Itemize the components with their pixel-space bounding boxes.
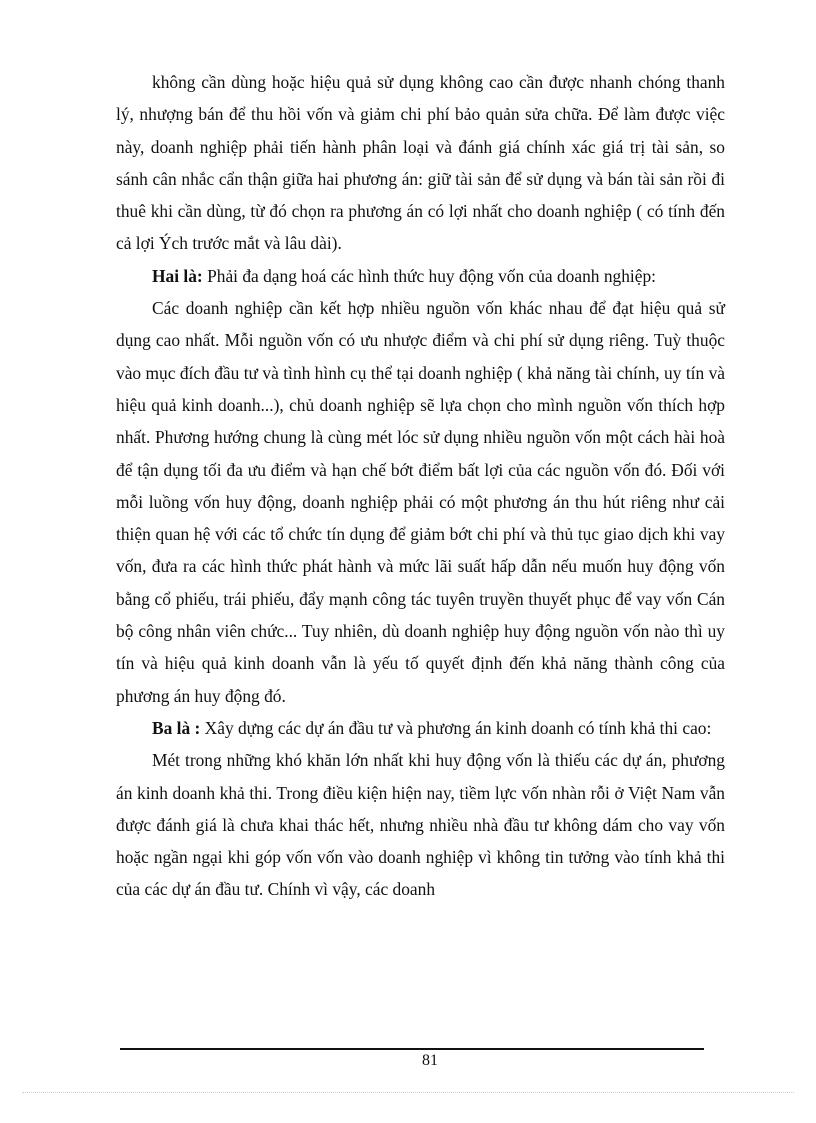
document-body <box>116 66 725 906</box>
paragraph-section-two <box>116 260 725 292</box>
paragraph-text: Các doanh nghiệp cần kết hợp nhiều nguồn vốn khác nhau để đạt hiệu quả sử dụng cao nhất. Mỗi nguồn vốn có ưu nhược điểm và chi phí sử dụng riêng. Tuỳ thuộc vào mục đích đầu tư và tình hình cụ thể tại doanh nghiệp ( khả năng tài chính, uy tín và hiệu quả kinh doanh...), chủ doanh nghiệp sẽ lựa chọn cho mình nguồn vốn thích hợp nhất. Phương hướng chung là cùng mét lóc sử dụng nhiều nguồn vốn một cách hài hoà để tận dụng tối đa ưu điểm và hạn chế bớt điểm bất lợi của các nguồn vốn đó. Đối với mỗi luồng vốn huy động, doanh nghiệp phải có một phương án thu hút riêng như cải thiện quan hệ với các tổ chức tín dụng để giảm bớt chi phí và thủ tục giao dịch khi vay vốn, đưa ra các hình thức phát hành và mức lãi suất hấp dẫn nếu muốn huy động vốn bằng cổ phiếu, trái phiếu, đẩy mạnh công tác tuyên truyền thuyết phục để vay vốn Cán bộ công nhân viên chức... Tuy nhiên, dù doanh nghiệp huy động nguồn vốn nào thì uy tín và hiệu quả kinh doanh vẫn là yếu tố quyết định đến khả năng thành công của phương án huy động đó. <box>116 298 725 706</box>
paragraph-text: Phải đa dạng hoá các hình thức huy động vốn của doanh nghiệp: <box>202 265 656 286</box>
page-number: 81 <box>422 1052 438 1069</box>
paragraph-capital-sources <box>116 292 725 712</box>
paragraph-text: không cần dùng hoặc hiệu quả sử dụng không cao cần được nhanh chóng thanh lý, nhượng bán để thu hồi vốn và giảm chi phí bảo quản sửa chữa. Để làm được việc này, doanh nghiệp phải tiến hành phân loại và đánh giá chính xác giá trị tài sản, so sánh cân nhắc cẩn thận giữa hai phương án: giữ tài sản để sử dụng và bán tài sản rồi đi thuê khi cần dùng, từ đó chọn ra phương án có lợi nhất cho doanh nghiệp ( có tính đến cả lợi Ých trước mắt và lâu dài). <box>116 72 725 254</box>
paragraph-text: Xây dựng các dự án đầu tư và phương án kinh doanh có tính khả thi cao: <box>200 717 712 738</box>
footer-divider <box>120 1048 704 1050</box>
section-lead-label: Ba là : <box>152 717 201 738</box>
paragraph-section-three <box>116 712 725 744</box>
section-lead-label: Hai là: <box>152 265 203 286</box>
paragraph-feasible-projects <box>116 744 725 905</box>
paragraph-text: Mét trong những khó khăn lớn nhất khi huy động vốn là thiếu các dự án, phương án kinh doanh khả thi. Trong điều kiện hiện nay, tiềm lực vốn nhàn rỗi ở Việt Nam vẫn được đánh giá là chưa khai thác hết, nhưng nhiều nhà đầu tư không dám cho vay vốn hoặc ngần ngại khi góp vốn vốn vào doanh nghiệp vì không tin tưởng vào tính khả thi của các dự án đầu tư. Chính vì vậy, các doanh <box>116 750 725 900</box>
page-bottom-dotted-border <box>22 1092 794 1093</box>
paragraph-continuation <box>116 66 725 260</box>
